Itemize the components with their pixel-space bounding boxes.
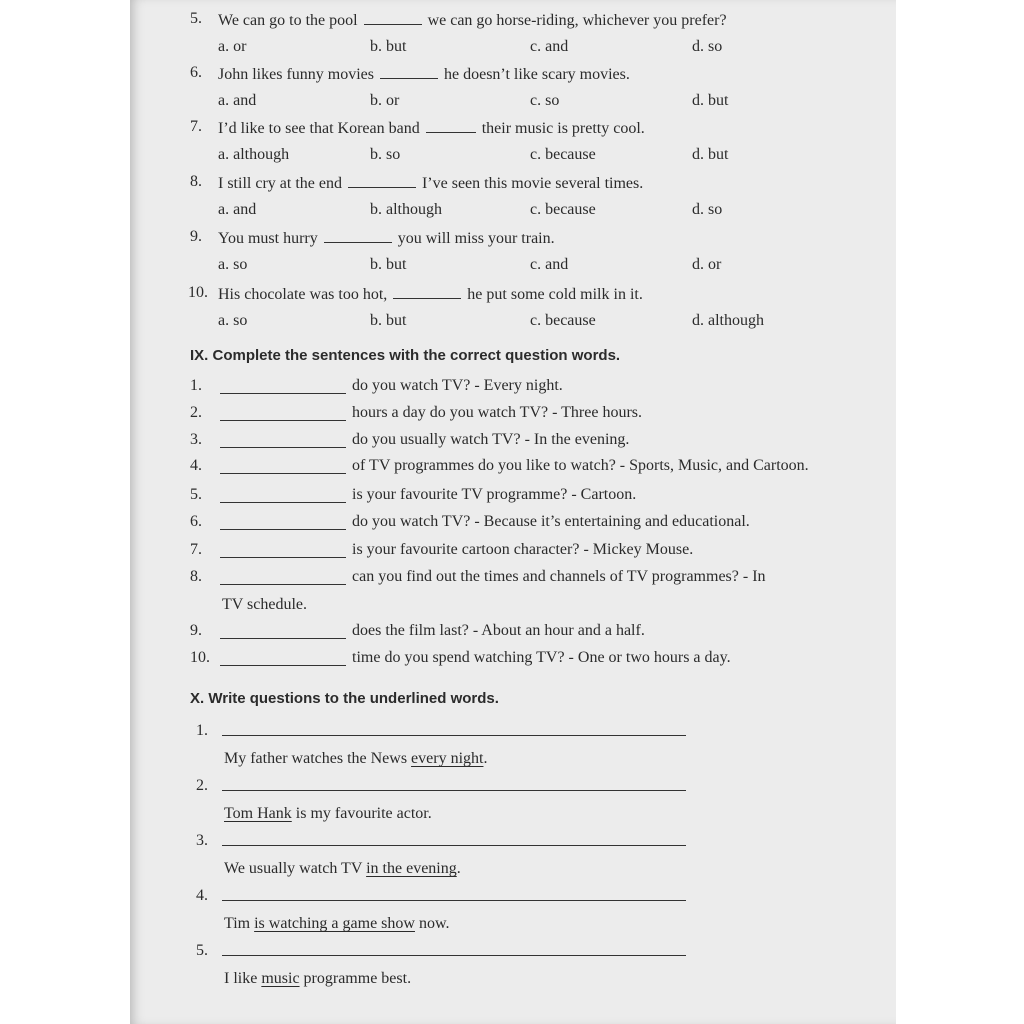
question-number: 9. [190, 228, 202, 245]
question-number: 8. [190, 173, 202, 190]
item-number: 2. [190, 404, 202, 421]
sentence-part: now. [414, 915, 450, 932]
answer-option[interactable]: c. because [530, 312, 596, 329]
item-text: do you usually watch TV? - In the evening. [352, 431, 630, 448]
item-text: is your favourite TV programme? - Cartoon. [352, 486, 637, 503]
sentence-part: We usually watch TV [224, 860, 367, 877]
answer-line[interactable] [222, 789, 686, 791]
answer-blank[interactable] [220, 446, 346, 448]
answer-option[interactable]: d. so [692, 38, 723, 55]
answer-option[interactable]: a. so [218, 312, 248, 329]
question-continuation: he doesn’t like scary movies. [444, 66, 630, 83]
underlined-words: Tom Hank [224, 805, 292, 822]
item-number: 7. [190, 541, 202, 558]
answer-option[interactable]: d. but [692, 146, 729, 163]
answer-option[interactable]: c. and [530, 256, 569, 273]
sentence-part: My father watches the News [224, 750, 412, 767]
answer-blank[interactable] [220, 637, 346, 639]
question-text [218, 173, 643, 193]
item-number: 6. [190, 513, 202, 530]
question-text [218, 284, 643, 304]
question-continuation: I’ve seen this movie several times. [421, 175, 644, 192]
answer-option[interactable]: b. so [370, 146, 401, 163]
underlined-words: every night [411, 750, 484, 767]
given-sentence [224, 970, 411, 988]
answer-line[interactable] [222, 954, 686, 956]
answer-line[interactable] [222, 844, 686, 846]
question-continuation: he put some cold milk in it. [467, 286, 643, 303]
question-stem: You must hurry [218, 230, 318, 247]
answer-blank[interactable] [220, 419, 346, 421]
answer-option[interactable]: d. but [692, 92, 729, 109]
item-number: 4. [190, 457, 202, 474]
sentence-part: . [483, 750, 488, 767]
section-10-heading: X. Write questions to the underlined words. [190, 690, 499, 707]
answer-option[interactable]: b. but [370, 256, 407, 273]
item-text: hours a day do you watch TV? - Three hours. [352, 404, 642, 421]
given-sentence [224, 860, 461, 878]
answer-blank[interactable] [220, 583, 346, 585]
question-continuation: you will miss your train. [397, 230, 555, 247]
question-text [218, 64, 630, 84]
item-number: 9. [190, 622, 202, 639]
sentence-part: programme best. [299, 970, 412, 987]
item-text: of TV programmes do you like to watch? - Sports, Music, and Cartoon. [352, 457, 809, 474]
answer-blank[interactable] [220, 556, 346, 558]
answer-option[interactable]: b. although [370, 201, 442, 218]
answer-option[interactable]: a. or [218, 38, 247, 55]
underlined-words: is watching a game show [254, 915, 415, 932]
answer-option[interactable]: b. but [370, 38, 407, 55]
answer-option[interactable]: c. and [530, 38, 569, 55]
answer-blank[interactable] [393, 284, 461, 299]
answer-option[interactable]: d. so [692, 201, 723, 218]
question-stem: I’d like to see that Korean band [218, 120, 420, 137]
item-number: 4. [196, 887, 208, 904]
underlined-words: in the evening [366, 860, 457, 877]
item-number: 1. [196, 722, 208, 739]
question-text [218, 228, 555, 248]
item-text: time do you spend watching TV? - One or two hours a day. [352, 649, 731, 666]
question-text [218, 118, 645, 138]
answer-option[interactable]: b. or [370, 92, 400, 109]
item-text: is your favourite cartoon character? - Mickey Mouse. [352, 541, 694, 558]
given-sentence [224, 805, 432, 823]
question-number: 7. [190, 118, 202, 135]
question-number: 6. [190, 64, 202, 81]
sentence-part: I like [224, 970, 262, 987]
item-number: 5. [190, 486, 202, 503]
answer-option[interactable]: c. because [530, 146, 596, 163]
question-continuation: we can go horse-riding, whichever you prefer? [427, 12, 727, 29]
question-continuation: their music is pretty cool. [481, 120, 645, 137]
sentence-part: . [456, 860, 461, 877]
answer-blank[interactable] [324, 228, 392, 243]
item-number: 3. [190, 431, 202, 448]
item-text-continuation: TV schedule. [222, 596, 308, 613]
answer-blank[interactable] [426, 118, 476, 133]
item-number: 10. [190, 649, 210, 666]
answer-line[interactable] [222, 734, 686, 736]
item-number: 2. [196, 777, 208, 794]
question-text [218, 10, 727, 30]
answer-option[interactable]: d. or [692, 256, 722, 273]
answer-option[interactable]: a. and [218, 201, 257, 218]
answer-blank[interactable] [364, 10, 422, 25]
answer-option[interactable]: c. because [530, 201, 596, 218]
answer-option[interactable]: d. although [692, 312, 764, 329]
given-sentence [224, 915, 449, 933]
answer-option[interactable]: a. so [218, 256, 248, 273]
item-text: do you watch TV? - Every night. [352, 377, 563, 394]
answer-blank[interactable] [220, 392, 346, 394]
answer-blank[interactable] [348, 173, 416, 188]
answer-line[interactable] [222, 899, 686, 901]
answer-option[interactable]: a. although [218, 146, 290, 163]
question-number: 10. [188, 284, 208, 301]
question-stem: John likes funny movies [218, 66, 374, 83]
question-stem: We can go to the pool [218, 12, 358, 29]
question-stem: His chocolate was too hot, [218, 286, 388, 303]
answer-blank[interactable] [220, 528, 346, 530]
section-9-heading: IX. Complete the sentences with the correct question words. [190, 347, 621, 364]
item-text: can you find out the times and channels of TV programmes? - In [352, 568, 766, 585]
item-text: does the film last? - About an hour and a half. [352, 622, 645, 639]
underlined-words: music [261, 970, 300, 987]
answer-blank[interactable] [220, 501, 346, 503]
item-number: 8. [190, 568, 202, 585]
answer-option[interactable]: c. so [530, 92, 560, 109]
answer-option[interactable]: b. but [370, 312, 407, 329]
question-number: 5. [190, 10, 202, 27]
answer-option[interactable]: a. and [218, 92, 257, 109]
item-number: 3. [196, 832, 208, 849]
answer-blank[interactable] [380, 64, 438, 79]
sentence-part: is my favourite actor. [291, 805, 432, 822]
answer-blank[interactable] [220, 472, 346, 474]
item-number: 5. [196, 942, 208, 959]
item-number: 1. [190, 377, 202, 394]
sentence-part: Tim [224, 915, 255, 932]
item-text: do you watch TV? - Because it’s entertaining and educational. [352, 513, 750, 530]
question-stem: I still cry at the end [218, 175, 342, 192]
answer-blank[interactable] [220, 664, 346, 666]
given-sentence [224, 750, 487, 768]
